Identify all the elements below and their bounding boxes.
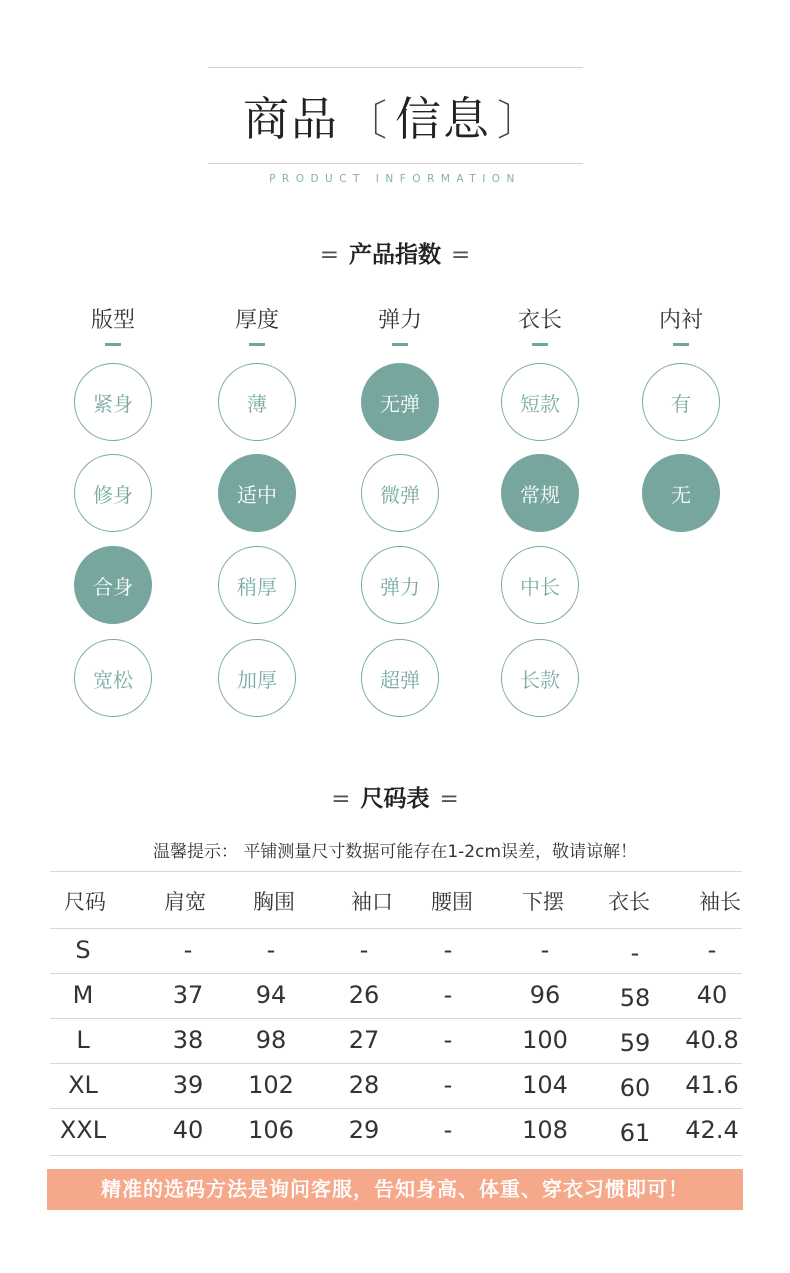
table-header-cell: 衣长: [608, 890, 650, 914]
table-cell: XXL: [59, 1116, 107, 1144]
table-cell: 26: [348, 981, 380, 1009]
table-cell: -: [183, 936, 193, 964]
table-cell: -: [443, 981, 453, 1009]
option-circle-selected: 合身: [74, 546, 152, 624]
table-cell: 41.6: [685, 1071, 739, 1099]
table-cell: 59: [619, 1029, 651, 1057]
size-section-title: [0, 783, 790, 815]
table-rule: [50, 871, 742, 872]
table-cell: -: [443, 1116, 453, 1144]
table-header-cell: 下摆: [522, 890, 564, 914]
eq-left: =: [319, 242, 339, 268]
option-circle: 修身: [74, 454, 152, 532]
option-circle: 长款: [501, 639, 579, 717]
index-section-title: [0, 239, 790, 271]
column-label-thickness: 厚度: [234, 308, 279, 333]
option-circle: 短款: [501, 363, 579, 441]
table-cell: 28: [348, 1071, 380, 1099]
table-cell: 102: [248, 1071, 294, 1099]
size-title-text: 尺码表: [360, 786, 430, 812]
table-cell: -: [443, 1026, 453, 1054]
column-underline: [673, 343, 689, 346]
column-underline: [105, 343, 121, 346]
table-cell: 37: [172, 981, 204, 1009]
bracket-left: 〔: [344, 96, 389, 145]
table-cell: 40: [696, 981, 728, 1009]
column-underline: [249, 343, 265, 346]
table-cell: -: [707, 936, 717, 964]
table-header-cell: 胸围: [253, 890, 295, 914]
table-cell: 106: [248, 1116, 294, 1144]
option-circle: 微弹: [361, 454, 439, 532]
option-circle-selected: 无: [642, 454, 720, 532]
table-cell: L: [76, 1026, 90, 1054]
option-circle: 弹力: [361, 546, 439, 624]
option-circle-selected: 无弹: [361, 363, 439, 441]
table-rule: [50, 1063, 742, 1064]
table-cell: 104: [522, 1071, 568, 1099]
table-cell: XL: [68, 1071, 98, 1099]
table-rule: [50, 1018, 742, 1019]
eq-left: =: [331, 786, 351, 812]
table-rule: [50, 928, 742, 929]
table-cell: -: [630, 939, 640, 967]
table-cell: -: [266, 936, 276, 964]
column-label-elasticity: 弹力: [377, 308, 422, 333]
measurement-tip: 温馨提示： 平铺测量尺寸数据可能存在1-2cm误差，敬请谅解！: [152, 842, 638, 862]
option-circle: 加厚: [218, 639, 296, 717]
table-cell: M: [72, 981, 94, 1009]
table-cell: -: [540, 936, 550, 964]
table-cell: -: [359, 936, 369, 964]
table-cell: 94: [255, 981, 287, 1009]
table-header-cell: 袖长: [699, 890, 741, 914]
sizing-advice-banner: 精准的选码方法是询问客服，告知身高、体重、穿衣习惯即可！: [47, 1169, 743, 1210]
title-main: 商品: [242, 92, 339, 146]
table-cell: 108: [522, 1116, 568, 1144]
option-circle: 薄: [218, 363, 296, 441]
table-cell: S: [75, 936, 91, 964]
column-label-lining: 内衬: [658, 308, 703, 333]
option-circle: 宽松: [74, 639, 152, 717]
page-title: [0, 84, 790, 156]
table-cell: 40: [172, 1116, 204, 1144]
table-cell: 42.4: [685, 1116, 739, 1144]
column-label-length: 衣长: [517, 308, 562, 333]
eq-right: =: [451, 242, 471, 268]
option-circle: 超弹: [361, 639, 439, 717]
table-rule: [50, 1108, 742, 1109]
table-header-cell: 尺码: [64, 890, 106, 914]
table-cell: 98: [255, 1026, 287, 1054]
option-circle-selected: 常规: [501, 454, 579, 532]
column-underline: [532, 343, 548, 346]
table-cell: 58: [619, 984, 651, 1012]
table-header-cell: 袖口: [351, 890, 393, 914]
table-cell: -: [443, 936, 453, 964]
option-circle: 中长: [501, 546, 579, 624]
table-rule: [50, 1155, 742, 1156]
table-header-cell: 腰围: [431, 890, 473, 914]
table-cell: 39: [172, 1071, 204, 1099]
table-cell: 38: [172, 1026, 204, 1054]
table-cell: 96: [529, 981, 561, 1009]
column-label-fit: 版型: [90, 308, 135, 333]
table-cell: -: [443, 1071, 453, 1099]
eq-right: =: [439, 786, 459, 812]
column-underline: [392, 343, 408, 346]
index-title-text: 产品指数: [349, 242, 441, 268]
table-cell: 29: [348, 1116, 380, 1144]
table-header-cell: 肩宽: [164, 890, 206, 914]
page-subtitle: PRODUCT INFORMATION: [269, 173, 521, 185]
table-cell: 61: [619, 1119, 651, 1147]
option-circle: 有: [642, 363, 720, 441]
table-cell: 60: [619, 1074, 651, 1102]
bracket-right: 〕: [497, 96, 542, 145]
option-circle: 稍厚: [218, 546, 296, 624]
option-circle: 紧身: [74, 363, 152, 441]
table-cell: 100: [522, 1026, 568, 1054]
header-bottom-rule: [208, 163, 583, 164]
header-top-rule: [208, 67, 583, 68]
table-cell: 27: [348, 1026, 380, 1054]
option-circle-selected: 适中: [218, 454, 296, 532]
table-cell: 40.8: [685, 1026, 739, 1054]
title-emphasis: 信息: [395, 92, 491, 146]
table-rule: [50, 973, 742, 974]
